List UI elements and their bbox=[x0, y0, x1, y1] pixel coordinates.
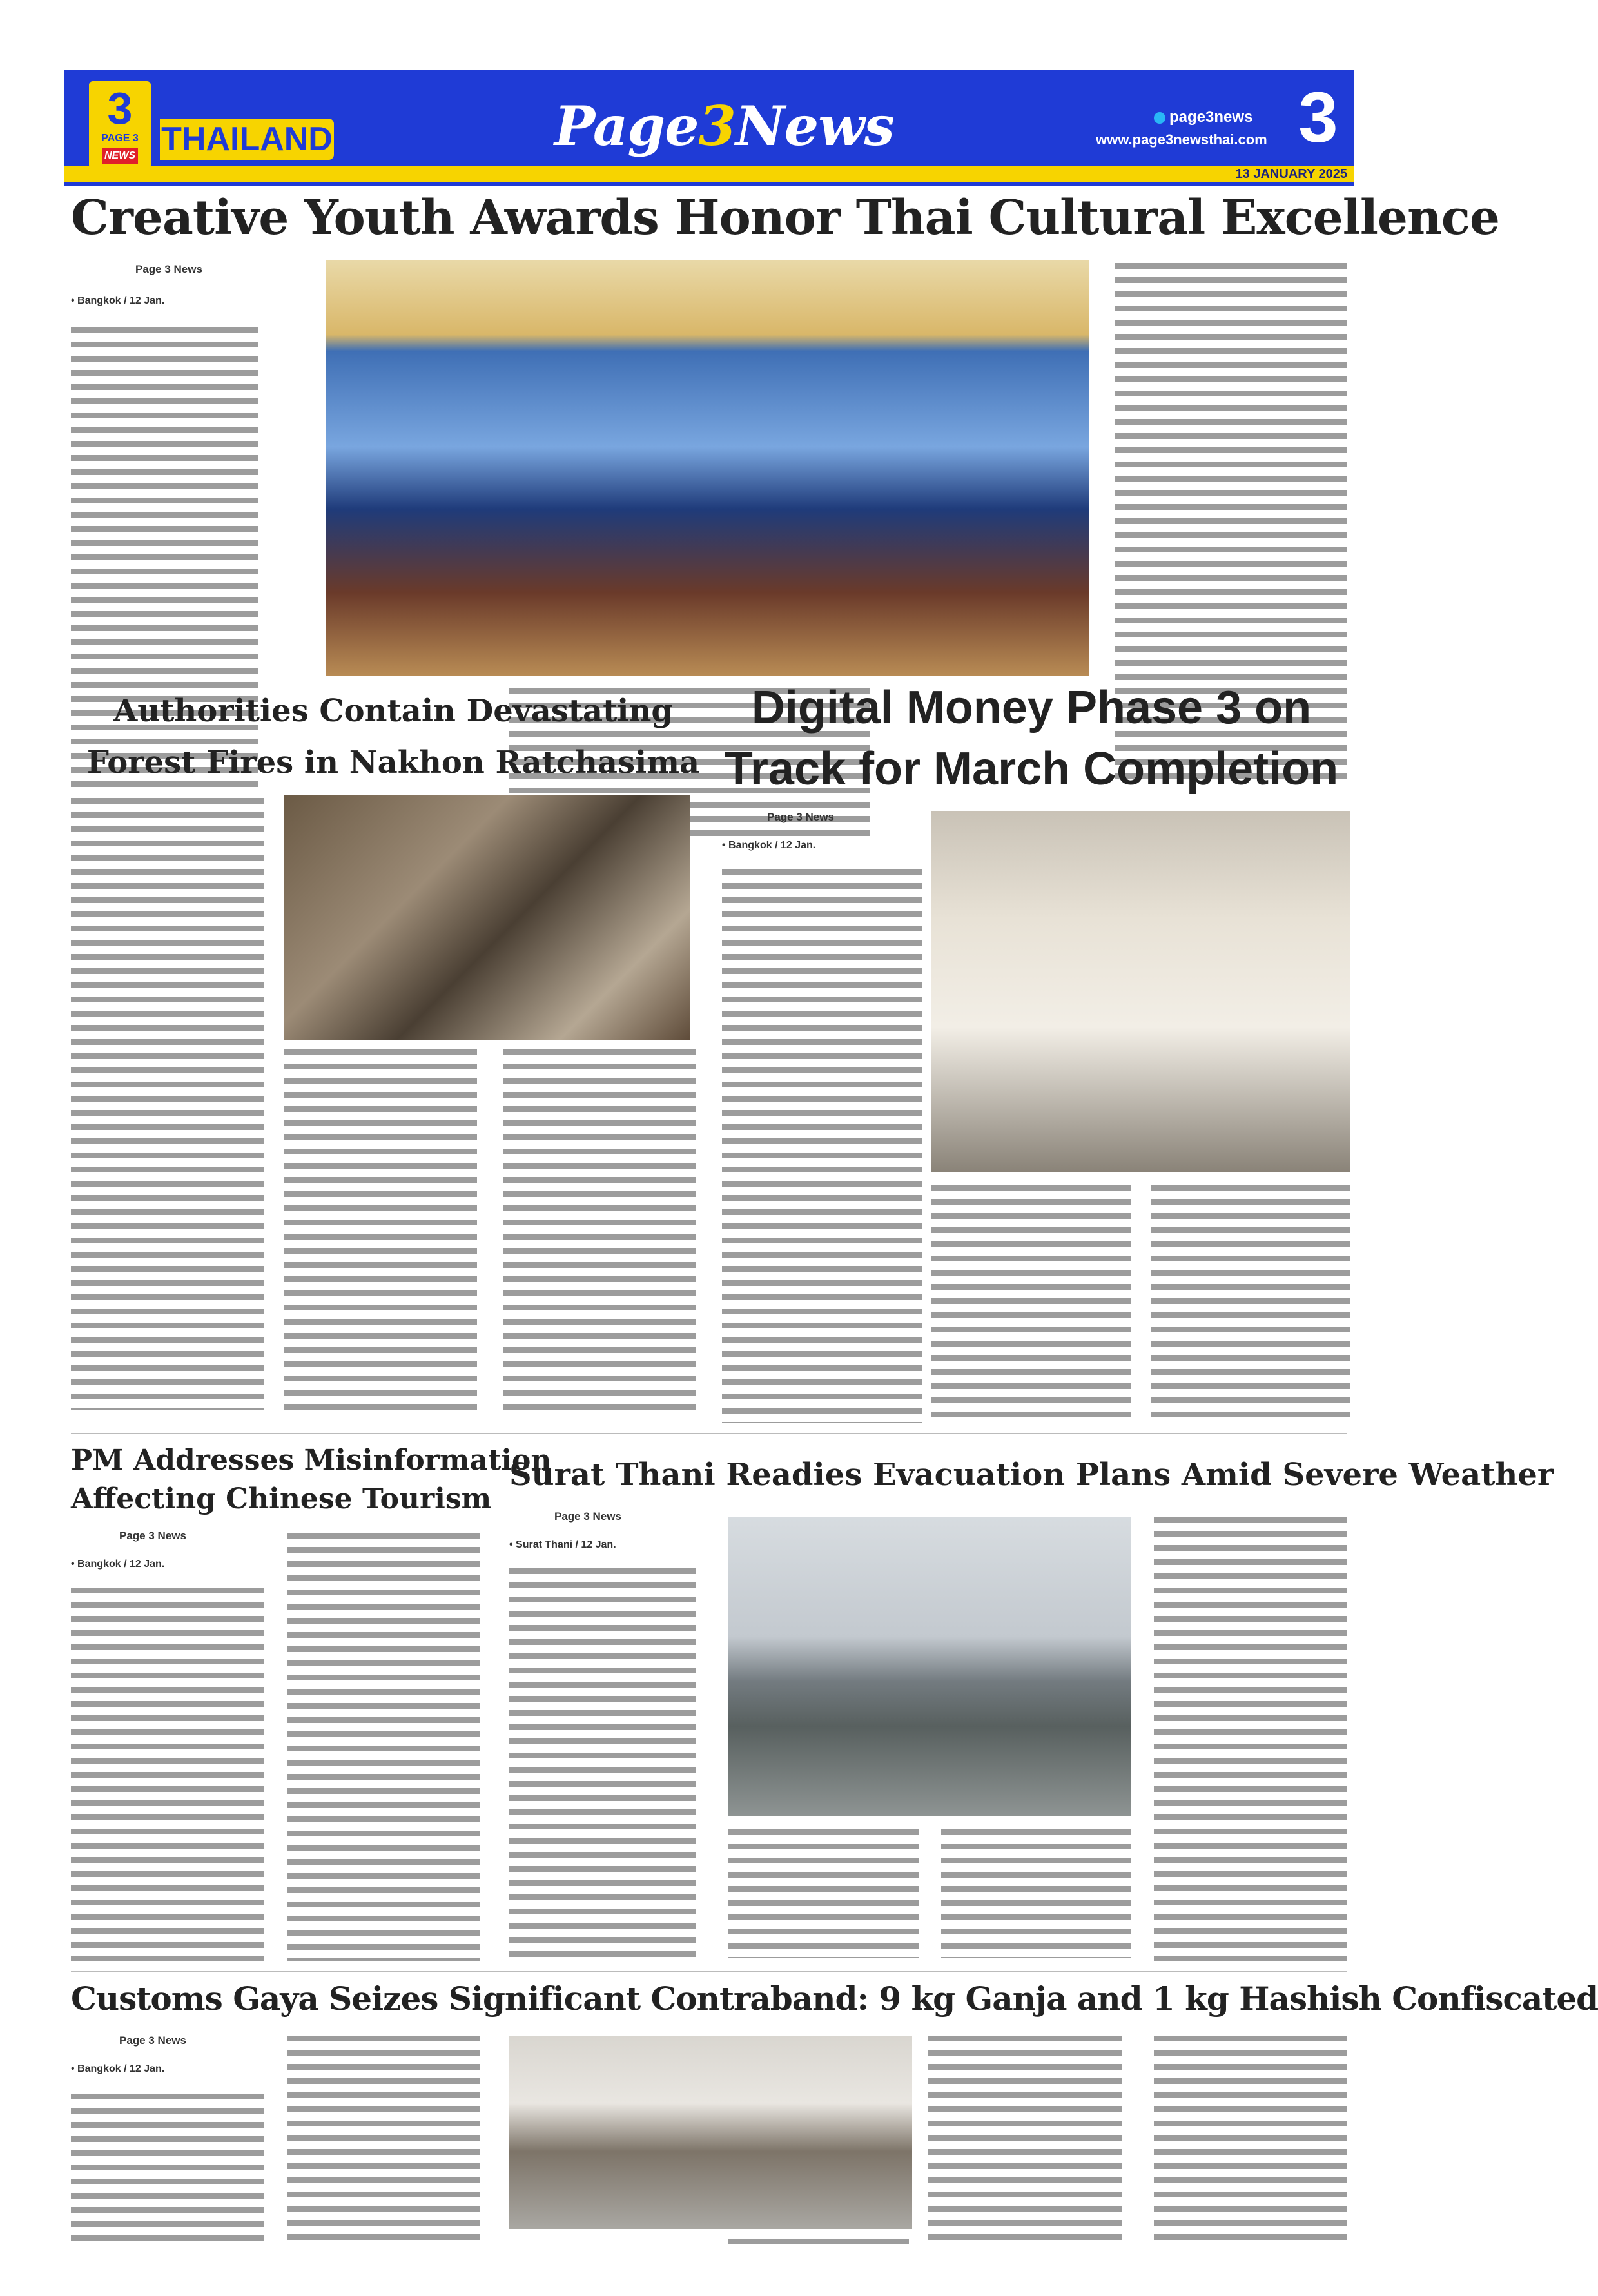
title-number: 3 bbox=[698, 94, 736, 158]
headline-digital-money-1: Digital Money Phase 3 on bbox=[751, 682, 1312, 734]
dateline-surat: • Surat Thani / 12 Jan. bbox=[509, 1539, 616, 1550]
photo-forest-fire bbox=[284, 795, 690, 1040]
body-surat-col4 bbox=[1154, 1517, 1347, 1961]
byline-pm: Page 3 News bbox=[119, 1530, 186, 1542]
photo-customs-seizure bbox=[509, 2036, 912, 2229]
body-pm-col1 bbox=[71, 1588, 264, 1961]
body-digital-col2 bbox=[931, 1185, 1131, 1423]
headline-digital-money-2: Track for March Completion bbox=[724, 743, 1339, 795]
dateline-customs: • Bangkok / 12 Jan. bbox=[71, 2063, 165, 2074]
byline-surat: Page 3 News bbox=[554, 1510, 621, 1523]
title-right: News bbox=[735, 94, 894, 158]
section-divider-2 bbox=[71, 1971, 1347, 1972]
byline-customs: Page 3 News bbox=[119, 2034, 186, 2047]
headline-surat-thani: Surat Thani Readies Evacuation Plans Amid Severe Weather bbox=[509, 1457, 1554, 1493]
body-digital-col3 bbox=[1151, 1185, 1350, 1423]
headline-pm-2: Affecting Chinese Tourism bbox=[71, 1483, 492, 1515]
body-surat-col2 bbox=[728, 1829, 919, 1958]
newspaper-title bbox=[554, 81, 894, 171]
photo-finance-minister bbox=[931, 811, 1350, 1172]
social-icon bbox=[1154, 112, 1165, 124]
body-customs-col3 bbox=[728, 2239, 909, 2248]
title-left: Page bbox=[554, 94, 699, 158]
body-fires-col2 bbox=[284, 1049, 477, 1417]
body-customs-col4 bbox=[928, 2036, 1122, 2248]
page-number: 3 bbox=[1298, 78, 1338, 157]
logo-number: 3 bbox=[107, 83, 133, 133]
body-customs-col1 bbox=[71, 2094, 264, 2248]
dateline-creative: • Bangkok / 12 Jan. bbox=[71, 295, 165, 306]
logo-news: NEWS bbox=[102, 148, 138, 164]
headline-creative-youth: Creative Youth Awards Honor Thai Cultural Excellence bbox=[71, 190, 1499, 246]
body-pm-col2 bbox=[287, 1533, 480, 1961]
handle-text: page3news bbox=[1169, 108, 1253, 126]
body-digital-col1 bbox=[722, 869, 922, 1423]
dateline-pm: • Bangkok / 12 Jan. bbox=[71, 1559, 165, 1570]
headline-customs: Customs Gaya Seizes Significant Contraband: 9 kg Ganja and 1 kg Hashish Confiscated bbox=[71, 1980, 1598, 2018]
newspaper-page bbox=[64, 70, 1598, 2248]
body-fires-col3 bbox=[503, 1049, 696, 1417]
website-url: www.page3newsthai.com bbox=[1096, 131, 1267, 148]
section-divider bbox=[71, 1433, 1347, 1434]
body-customs-col5 bbox=[1154, 2036, 1347, 2248]
logo-label: PAGE 3 bbox=[101, 133, 139, 144]
body-fires-col1 bbox=[71, 798, 264, 1410]
social-handle bbox=[1154, 108, 1252, 126]
headline-forest-fires-1: Authorities Contain Devastating bbox=[113, 693, 673, 729]
body-surat-col1 bbox=[509, 1568, 696, 1961]
headline-forest-fires-2: Forest Fires in Nakhon Ratchasima bbox=[86, 744, 700, 781]
dateline-digital: • Bangkok / 12 Jan. bbox=[722, 840, 816, 851]
photo-awards-ceremony bbox=[326, 260, 1089, 676]
byline-digital: Page 3 News bbox=[767, 811, 834, 823]
headline-pm-1: PM Addresses Misinformation bbox=[71, 1444, 552, 1477]
byline-creative: Page 3 News bbox=[135, 263, 202, 275]
page3-logo bbox=[89, 81, 151, 169]
photo-storm-coast bbox=[728, 1517, 1131, 1816]
body-customs-col2 bbox=[287, 2036, 480, 2248]
issue-date: 13 JANUARY 2025 bbox=[1235, 167, 1347, 181]
body-surat-col3 bbox=[941, 1829, 1131, 1958]
country-label: THAILAND bbox=[160, 119, 334, 160]
